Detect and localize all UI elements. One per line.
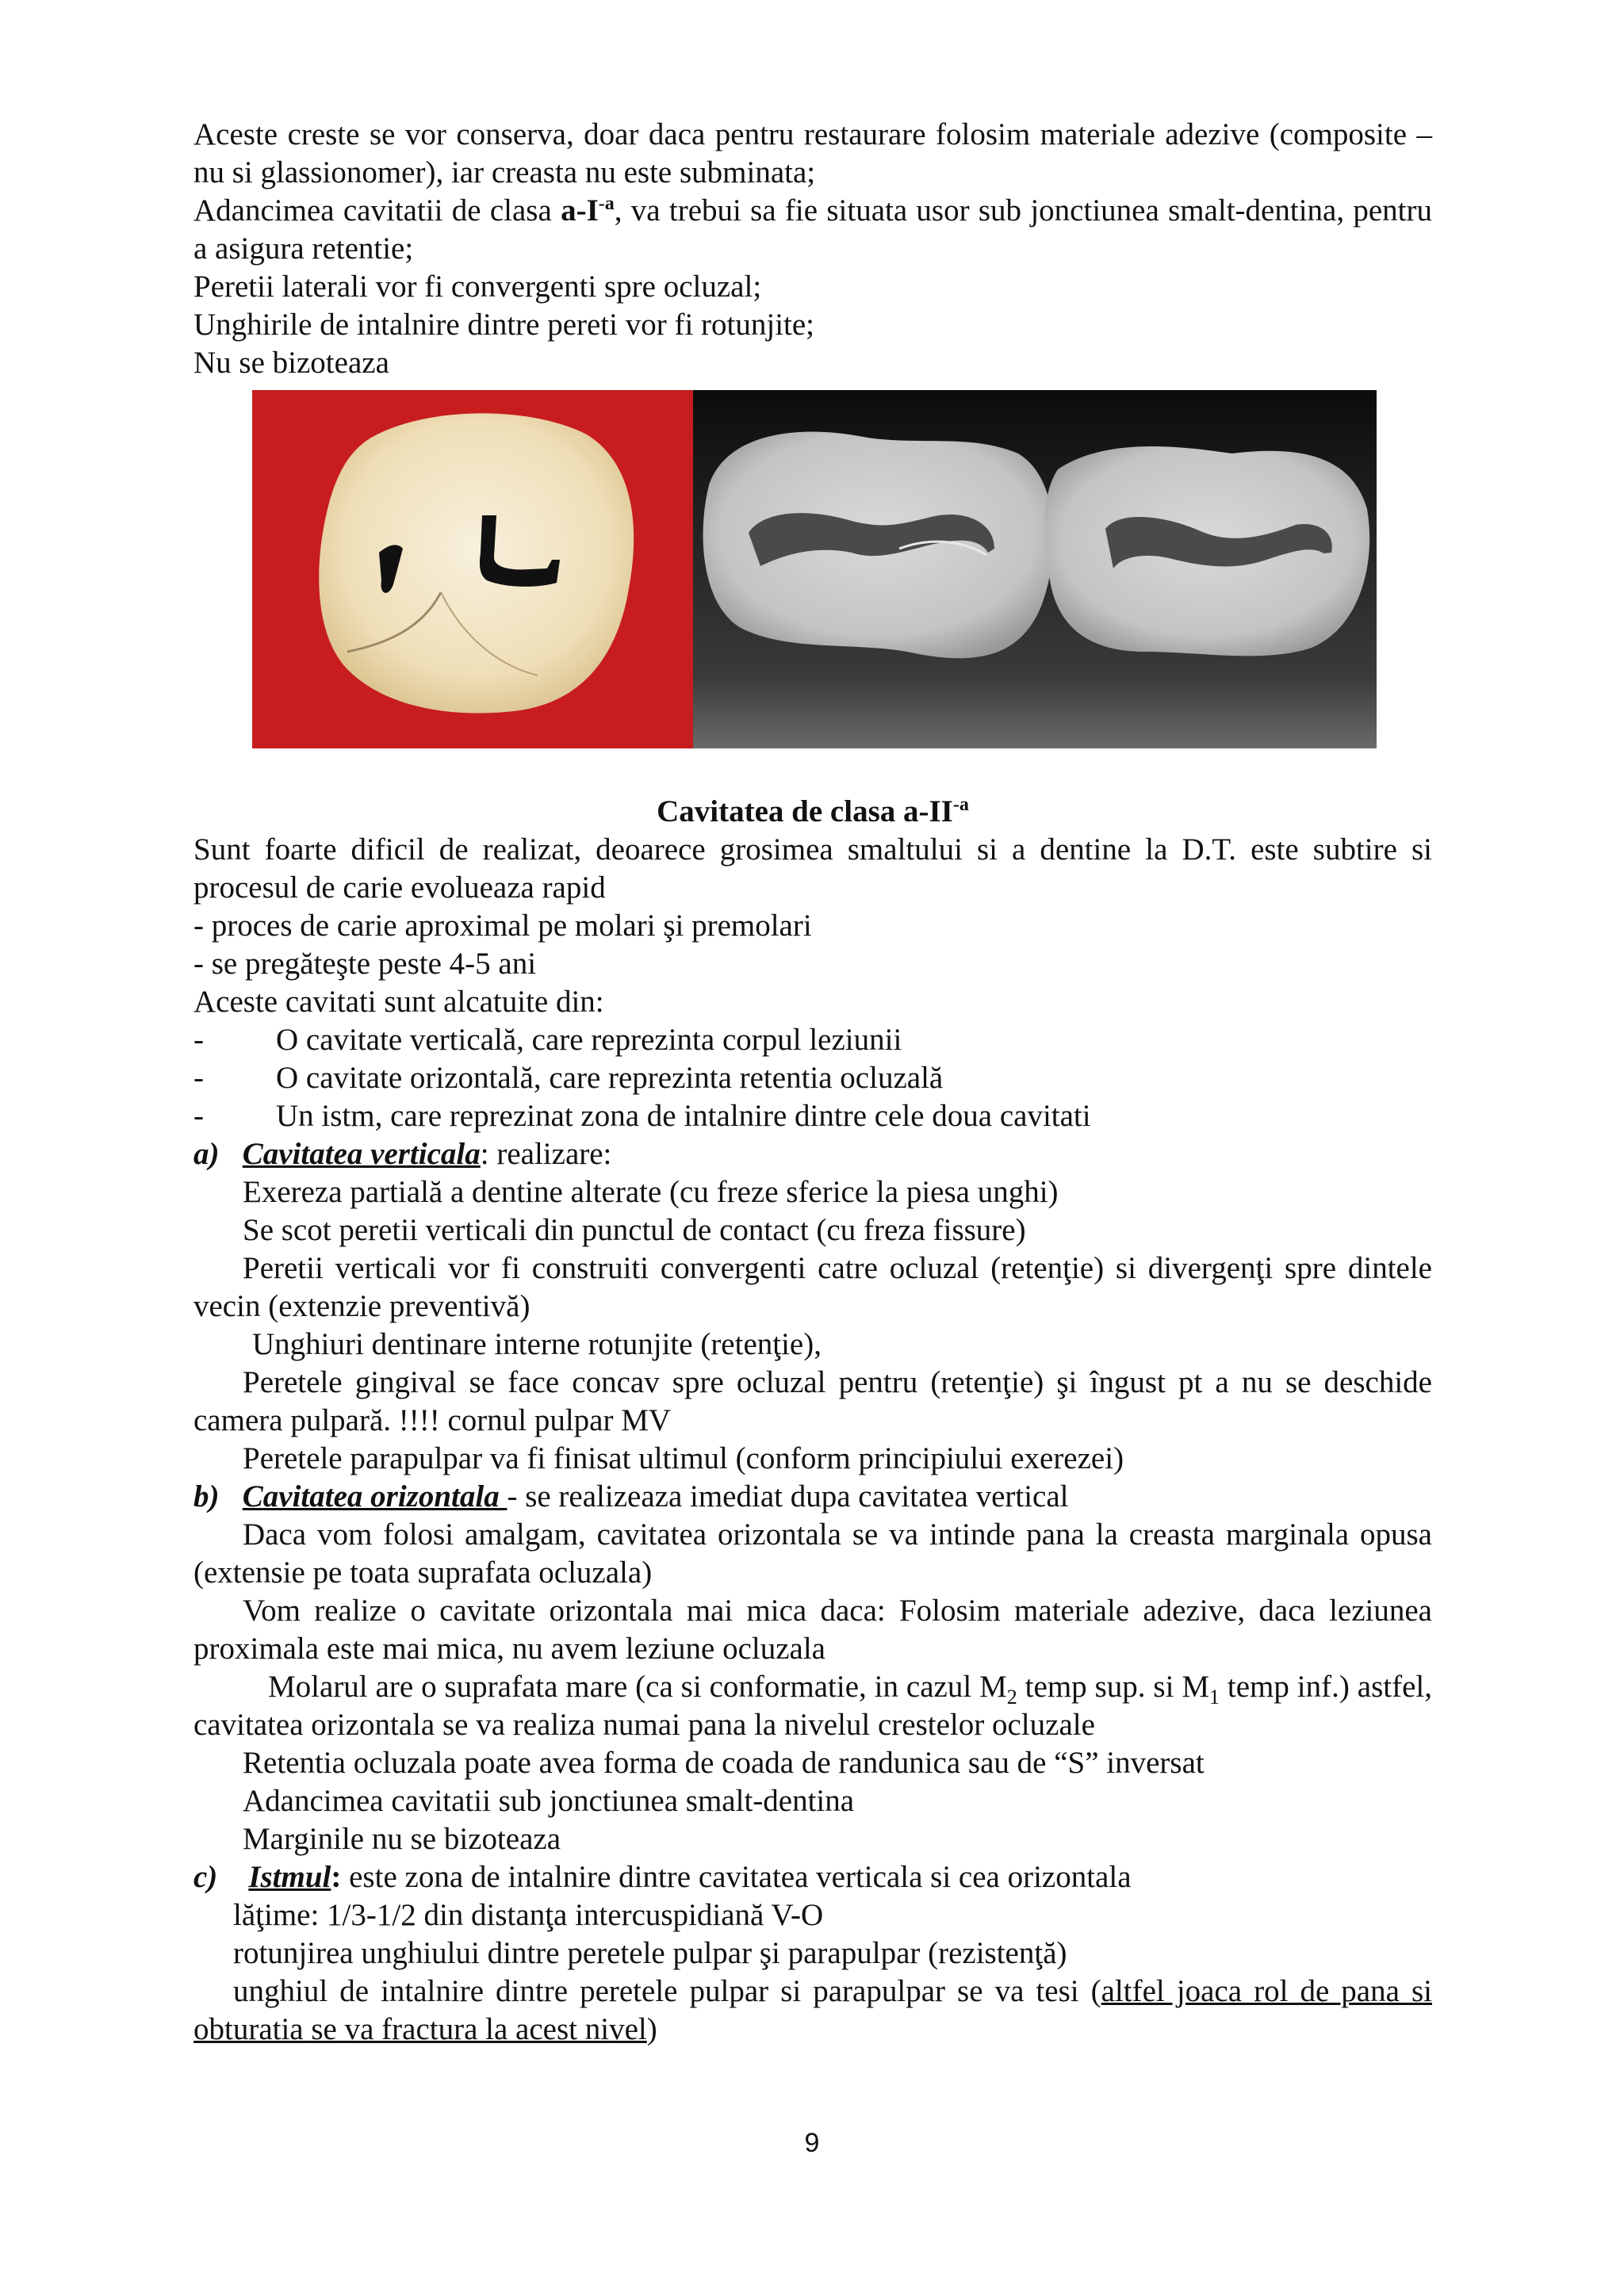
- checkbox-icon: [193, 1440, 243, 1478]
- list-item: Unghiuri dentinare interne rotunjite (retenţie),: [193, 1326, 1432, 1364]
- dash-item: - O cavitate verticală, care reprezinta corpul leziunii: [193, 1023, 902, 1057]
- list-item: Exereza partială a dentine alterate (cu freze sferice la piesa unghi): [193, 1173, 1432, 1211]
- intro-paragraph-2: Adancimea cavitatii de clasa $a-I^{-a}$, va trebui sa fie situata usor sub jonctiunea smalt-dentina, pentru a asigura retentie;: [193, 193, 1433, 266]
- list-item: Se scot peretii verticali din punctul de contact (cu freza fissure): [193, 1211, 1432, 1249]
- intro-paragraph-5: Nu se bizoteaza: [193, 346, 389, 380]
- section-paragraph-3: - se pregăteşte peste 4-5 ani: [193, 947, 537, 981]
- section-title: Cavitatea de clasa $a-II^{-a}$: [657, 794, 969, 828]
- list-item: Retentia ocluzala poate avea forma de coada de randunica sau de “S” inversat: [193, 1744, 1432, 1782]
- tooth-cavity-figure: [252, 390, 1377, 748]
- list-item: Adancimea cavitatii sub jonctiunea smalt-dentina: [193, 1782, 1432, 1820]
- figure-left-panel: [252, 390, 693, 748]
- list-item: Peretii verticali vor fi construiti convergenti catre ocluzal (retenţie) si divergenţi spre dintele vecin (extenzie preventivă): [193, 1251, 1432, 1323]
- subsection-c-heading: c) Istmul: este zona de intalnire dintre cavitatea verticala si cea orizontala: [193, 1860, 1132, 1894]
- checkbox-icon: [193, 1934, 233, 1973]
- list-item: lăţime: 1/3-1/2 din distanţa intercuspidiană V-O: [193, 1896, 1432, 1934]
- section-paragraph-2: - proces de carie aproximal pe molari şi premolari: [193, 909, 812, 943]
- list-item: Marginile nu se bizoteaza: [193, 1820, 1432, 1858]
- checkbox-icon: [193, 1211, 243, 1249]
- checkbox-icon: [193, 1173, 243, 1211]
- list-item: unghiul de intalnire dintre peretele pulpar si parapulpar se va tesi (altfel joaca rol de pana si obturatia se va fractura la acest nivel): [193, 1974, 1432, 2046]
- checkbox-icon: [193, 1782, 243, 1820]
- list-item: Molarul are o suprafata mare (ca si conformatie, in cazul $M_2$ temp sup. si $M_1$ temp inf.) astfel, cavitatea orizontala se va realiza numai pana la nivelul crestelor ocluzale: [193, 1670, 1432, 1742]
- class-label: a-I: [561, 193, 599, 228]
- dash-item: - O cavitate orizontală, care reprezinta retentia ocluzală: [193, 1061, 944, 1095]
- molars-grayscale-photo: [693, 390, 1377, 748]
- molar-color-photo: [252, 390, 693, 748]
- figure-right-panel: [693, 390, 1377, 748]
- page-number: 9: [804, 2128, 820, 2158]
- list-item: Peretele gingival se face concav spre ocluzal pentru (retenţie) şi îngust pt a nu se deschide camera pulpară. !!!! cornul pulpar MV: [193, 1365, 1432, 1437]
- page-content: [193, 116, 1432, 2049]
- list-item: rotunjirea unghiului dintre peretele pulpar şi parapulpar (rezistenţă): [193, 1934, 1432, 1973]
- checkbox-icon: [193, 1820, 243, 1858]
- intro-paragraph-4: Unghirile de intalnire dintre pereti vor fi rotunjite;: [193, 308, 815, 342]
- section-paragraph-1: Sunt foarte dificil de realizat, deoarece grosimea smaltului si a dentine la D.T. este subtire si procesul de carie evolueaza rapid: [193, 832, 1432, 905]
- subsection-a-heading: a) Cavitatea verticala: realizare:: [193, 1137, 612, 1171]
- subsection-b-heading: b) Cavitatea orizontala - se realizeaza imediat dupa cavitatea vertical: [193, 1479, 1069, 1513]
- checkbox-icon: [193, 1326, 252, 1364]
- list-item: Vom realize o cavitate orizontala mai mica daca: Folosim materiale adezive, daca leziunea proximala este mai mica, nu avem leziune ocluzala: [193, 1594, 1432, 1666]
- list-item: Daca vom folosi amalgam, cavitatea orizontala se va intinde pana la creasta marginala opusa (extensie pe toata suprafata ocluzala): [193, 1517, 1432, 1590]
- intro-paragraph-1: Aceste creste se vor conserva, doar daca pentru restaurare folosim materiale adezive (composite – nu si glassionomer), iar creasta nu este subminata;: [193, 117, 1432, 189]
- dash-item: - Un istm, care reprezinat zona de intalnire dintre cele doua cavitati: [193, 1099, 1091, 1133]
- intro-paragraph-3: Peretii laterali vor fi convergenti spre ocluzal;: [193, 270, 762, 304]
- checkbox-icon: [193, 1744, 243, 1782]
- checkbox-icon: [193, 1896, 233, 1934]
- list-item: Peretele parapulpar va fi finisat ultimul (conform principiului exerezei): [193, 1440, 1432, 1478]
- section-paragraph-4: Aceste cavitati sunt alcatuite din:: [193, 985, 604, 1019]
